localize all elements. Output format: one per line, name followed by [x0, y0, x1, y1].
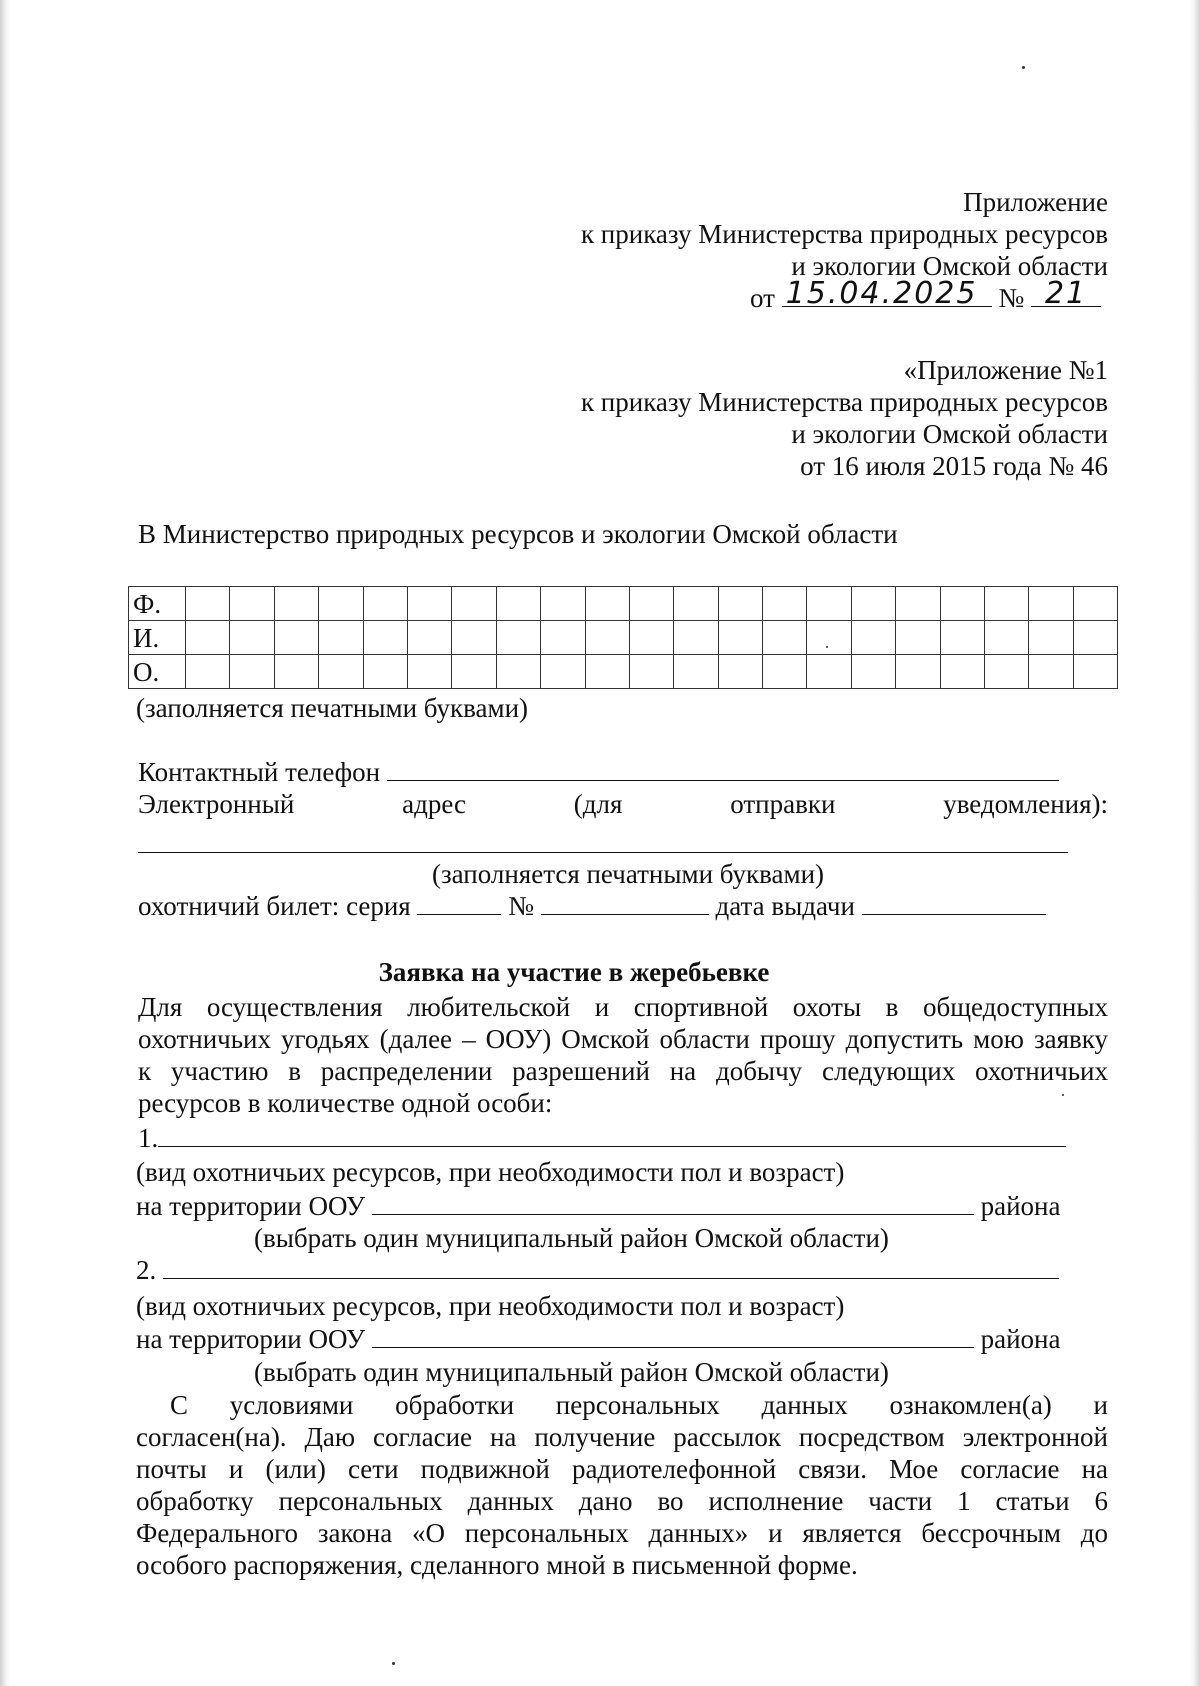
ticket-number-label: № — [508, 891, 534, 921]
fio-label-surname: Ф. — [129, 587, 186, 621]
item-2-territory-line — [136, 1323, 1060, 1355]
email-word-3: (для — [573, 789, 623, 819]
header2-line-2: к приказу Министерства природных ресурсов — [580, 387, 1108, 417]
consent-line-last: особого распоряжения, сделанного мной в письменной форме. — [136, 1550, 858, 1580]
order-number-field[interactable] — [1031, 276, 1101, 311]
hunting-ticket-line — [138, 890, 1046, 922]
intro-line: к участию в распределении разрешений на добычу следующих охотничьих — [138, 1056, 1108, 1086]
fio-grid — [128, 586, 1118, 689]
intro-line: охотничьих угодьях (далее – ООУ) Омской области прошу допустить мою заявку — [138, 1024, 1108, 1054]
item-2-district-note: (выбрать один муниципальный район Омской области) — [254, 1357, 889, 1387]
handwritten-date: 15.04.2025 — [785, 276, 978, 311]
item-2-district-suffix: района — [980, 1324, 1061, 1354]
consent-line: С условиями обработки персональных данных ознакомлен(а) и — [170, 1390, 1108, 1420]
item-1-species-note: (вид охотничьих ресурсов, при необходимости пол и возраст) — [136, 1157, 845, 1187]
item-2-species-field[interactable] — [163, 1254, 1059, 1279]
ticket-series-label: охотничий билет: серия — [138, 891, 411, 921]
fio-note: (заполняется печатными буквами) — [136, 693, 529, 723]
intro-line-last: ресурсов в количестве одной особи: — [138, 1088, 553, 1118]
consent-paragraph — [136, 1389, 1108, 1581]
ticket-date-field[interactable] — [862, 890, 1046, 915]
item-1-territory-label: на территории ООУ — [136, 1191, 366, 1221]
phone-field[interactable] — [387, 756, 1059, 781]
phone-label: Контактный телефон — [138, 757, 381, 787]
item-1-district-note: (выбрать один муниципальный район Омской области) — [254, 1223, 889, 1253]
email-field[interactable] — [138, 852, 1068, 853]
header2-line-3: и экологии Омской области — [791, 419, 1108, 449]
scan-speck — [1022, 66, 1025, 69]
email-label-row — [138, 788, 1108, 820]
item-2-species-line — [136, 1254, 1059, 1286]
fio-row-surname[interactable] — [129, 587, 1118, 621]
scan-edge-right — [1190, 0, 1200, 1686]
email-word-2: адрес — [402, 789, 466, 819]
item-2-number: 2. — [136, 1255, 157, 1285]
handwritten-number: 21 — [1044, 276, 1088, 311]
ticket-number-field[interactable] — [541, 890, 709, 915]
email-word-1: Электронный — [138, 789, 295, 819]
item-1-species-field[interactable] — [158, 1122, 1066, 1147]
ticket-date-label: дата выдачи — [715, 891, 855, 921]
header-line-2: к приказу Министерства природных ресурсов — [580, 219, 1108, 249]
header-line-3: и экологии Омской области — [791, 251, 1108, 281]
email-word-5: уведомления): — [943, 789, 1108, 819]
header-date-line — [750, 276, 1101, 314]
consent-line: согласен(на). Даю согласие на получение рассылок посредством электронной — [136, 1422, 1108, 1452]
item-2-district-field[interactable] — [372, 1323, 974, 1348]
fio-row-name[interactable] — [129, 621, 1118, 655]
scan-speck — [826, 646, 828, 648]
fio-row-patronymic[interactable] — [129, 655, 1118, 689]
scan-speck — [1062, 1094, 1064, 1096]
consent-line: обработку персональных данных дано во исполнение части 1 статьи 6 — [136, 1486, 1108, 1516]
item-2-species-note: (вид охотничьих ресурсов, при необходимости пол и возраст) — [136, 1291, 845, 1321]
consent-line: почты и (или) сети подвижной радиотелефонной связи. Мое согласие на — [136, 1454, 1108, 1484]
application-title: Заявка на участие в жеребьевке — [378, 957, 770, 987]
from-label: от — [750, 283, 775, 313]
email-note: (заполняется печатными буквами) — [432, 859, 825, 889]
item-1-species-line — [138, 1122, 1066, 1154]
item-1-number: 1. — [138, 1123, 159, 1153]
scan-edge-left — [0, 0, 10, 1686]
scan-speck — [392, 1662, 395, 1665]
item-1-district-suffix: района — [980, 1191, 1061, 1221]
item-1-district-field[interactable] — [372, 1190, 974, 1215]
number-label: № — [998, 283, 1025, 313]
email-word-4: отправки — [730, 789, 836, 819]
phone-line — [138, 756, 1059, 788]
date-field[interactable] — [782, 276, 992, 311]
addressee: В Министерство природных ресурсов и экологии Омской области — [138, 519, 898, 549]
header2-line-4: от 16 июля 2015 года № 46 — [800, 451, 1108, 481]
item-1-territory-line — [136, 1190, 1060, 1222]
item-2-territory-label: на территории ООУ — [136, 1324, 366, 1354]
consent-line: Федерального закона «О персональных данных» и является бессрочным до — [136, 1518, 1108, 1548]
header2-title: «Приложение №1 — [903, 355, 1108, 385]
fio-label-patronymic: О. — [129, 655, 186, 689]
fio-label-name: И. — [129, 621, 186, 655]
application-intro — [138, 991, 1108, 1119]
header-title: Приложение — [963, 187, 1108, 217]
intro-line: Для осуществления любительской и спортивной охоты в общедоступных — [138, 992, 1108, 1022]
ticket-series-field[interactable] — [417, 890, 501, 915]
